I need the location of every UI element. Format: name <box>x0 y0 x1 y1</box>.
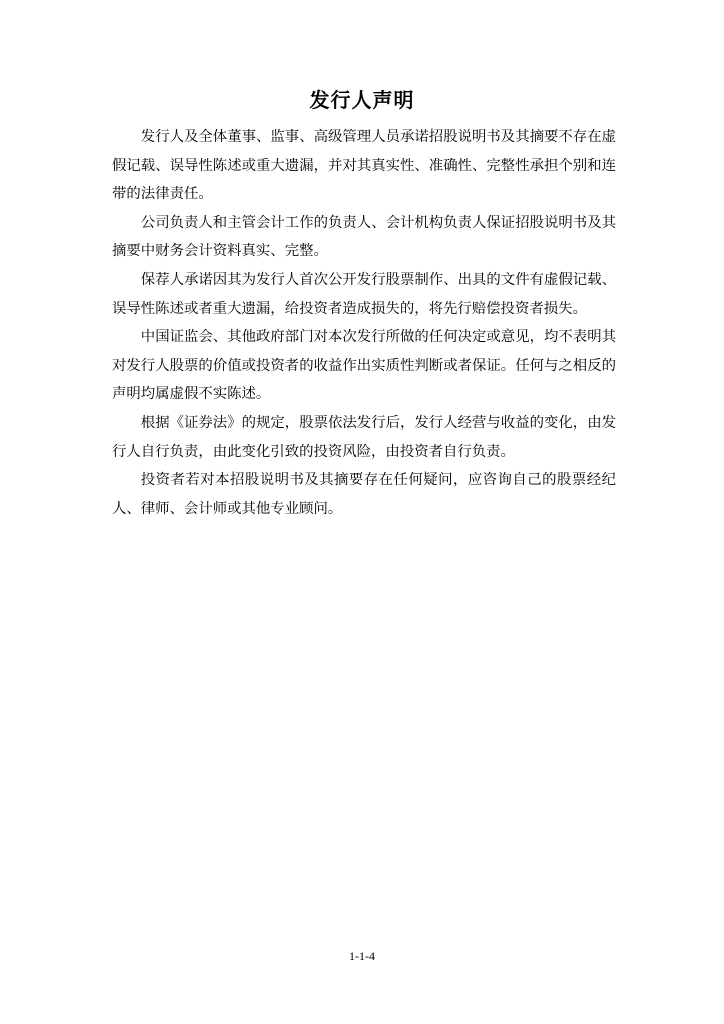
document-body <box>112 123 616 523</box>
paragraph-regulator-disclaimer: 中国证监会、其他政府部门对本次发行所做的任何决定或意见，均不表明其对发行人股票的价值或投资者的收益作出实质性判断或者保证。任何与之相反的声明均属虚假不实陈述。 <box>112 329 616 403</box>
paragraph-investment-risk: 根据《证券法》的规定，股票依法发行后，发行人经营与收益的变化，由发行人自行负责，由此变化引致的投资风险，由投资者自行负责。 <box>112 414 616 460</box>
page-title: 发行人声明 <box>309 88 415 112</box>
paragraph-investor-advice: 投资者若对本招股说明书及其摘要存在任何疑问，应咨询自己的股票经纪人、律师、会计师或其他专业顾问。 <box>112 472 616 517</box>
paragraph-financial-responsibility: 公司负责人和主管会计工作的负责人、会计机构负责人保证招股说明书及其摘要中财务会计资料真实、完整。 <box>112 214 616 260</box>
paragraph-issuer-commitment: 发行人及全体董事、监事、高级管理人员承诺招股说明书及其摘要不存在虚假记载、误导性陈述或重大遗漏，并对其真实性、准确性、完整性承担个别和连带的法律责任。 <box>112 129 616 203</box>
paragraph-sponsor-commitment: 保荐人承诺因其为发行人首次公开发行股票制作、出具的文件有虚假记载、误导性陈述或者重大遗漏，给投资者造成损失的，将先行赔偿投资者损失。 <box>112 271 616 317</box>
page-number: 1-1-4 <box>349 949 375 963</box>
